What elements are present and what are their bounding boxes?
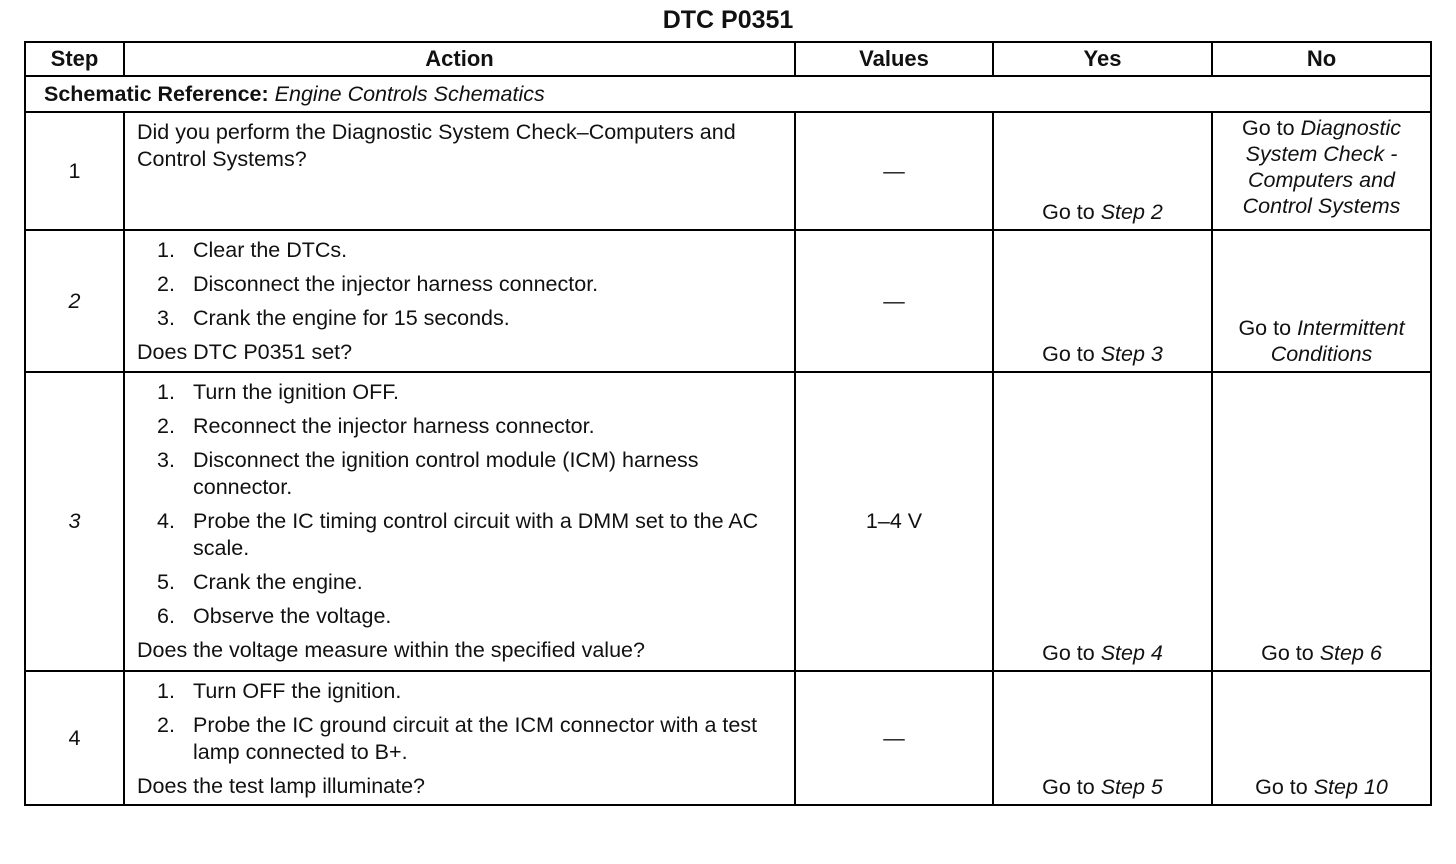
list-item: 4. Probe the IC timing control circuit with a DMM set to the AC scale. (157, 509, 759, 560)
list-item: 3. Crank the engine for 15 seconds. (157, 306, 510, 330)
list-item: 3. Disconnect the ignition control module (ICM) harness connector. (157, 448, 699, 499)
column-header-step: Step (25, 42, 124, 76)
yes-link[interactable]: Step 2 (1100, 200, 1163, 224)
no-link[interactable]: Step 6 (1319, 641, 1382, 665)
diagnostic-table (24, 41, 1432, 806)
value-cell: — (795, 230, 993, 372)
schematic-reference-label: Schematic Reference: (44, 82, 269, 106)
value-cell: — (795, 671, 993, 805)
action-cell (124, 230, 795, 372)
table-row-step-4 (25, 671, 1431, 805)
step-number: 2 (25, 230, 124, 372)
no-prefix: Go to (1242, 116, 1295, 140)
yes-cell (993, 230, 1212, 372)
action-question: Did you perform the Diagnostic System Check–Computers and Control Systems? (137, 120, 736, 171)
list-item: 2. Probe the IC ground circuit at the ICM connector with a test lamp connected to B+. (157, 713, 758, 764)
schematic-reference (25, 76, 1431, 112)
header-row (25, 42, 1431, 76)
no-link[interactable]: Step 10 (1313, 775, 1388, 799)
no-cell (1212, 372, 1431, 671)
action-steps (137, 678, 784, 766)
list-item: 6. Observe the voltage. (157, 604, 392, 628)
page-title: DTC P0351 (662, 6, 794, 34)
no-cell (1212, 112, 1431, 230)
value-cell: 1–4 V (795, 372, 993, 671)
column-header-no: No (1212, 42, 1431, 76)
column-header-yes: Yes (993, 42, 1212, 76)
yes-cell (993, 671, 1212, 805)
yes-link[interactable]: Step 5 (1100, 775, 1163, 799)
yes-prefix: Go to (1042, 641, 1095, 665)
yes-prefix: Go to (1042, 342, 1095, 366)
no-prefix: Go to (1238, 316, 1292, 340)
yes-cell (993, 372, 1212, 671)
action-cell (124, 112, 795, 230)
action-cell (124, 671, 795, 805)
action-cell (124, 372, 795, 671)
step-number: 4 (25, 671, 124, 805)
no-link[interactable]: Intermittent Conditions (1270, 316, 1405, 366)
no-cell (1212, 671, 1431, 805)
schematic-reference-row (25, 76, 1431, 112)
yes-link[interactable]: Step 3 (1100, 342, 1163, 366)
step-number: 3 (25, 372, 124, 671)
action-question: Does DTC P0351 set? (137, 340, 353, 364)
action-steps (137, 237, 784, 332)
yes-prefix: Go to (1042, 200, 1095, 224)
list-item: 2. Disconnect the injector harness connector. (157, 272, 599, 296)
no-link[interactable]: Diagnostic System Check - Computers and Control Systems (1242, 116, 1401, 218)
action-question: Does the test lamp illuminate? (137, 774, 426, 798)
value-cell: — (795, 112, 993, 230)
yes-cell (993, 112, 1212, 230)
table-row-step-3 (25, 372, 1431, 671)
schematic-reference-link[interactable]: Engine Controls Schematics (274, 82, 545, 106)
no-cell (1212, 230, 1431, 372)
step-number: 1 (25, 112, 124, 230)
list-item: 5. Crank the engine. (157, 570, 363, 594)
list-item: 1. Clear the DTCs. (157, 238, 348, 262)
yes-link[interactable]: Step 4 (1100, 641, 1163, 665)
column-header-values: Values (795, 42, 993, 76)
column-header-action: Action (124, 42, 795, 76)
table-row-step-2 (25, 230, 1431, 372)
action-question: Does the voltage measure within the specified value? (137, 638, 645, 662)
table-row-step-1 (25, 112, 1431, 230)
list-item: 1. Turn the ignition OFF. (157, 380, 399, 404)
list-item: 1. Turn OFF the ignition. (157, 679, 402, 703)
yes-prefix: Go to (1042, 775, 1095, 799)
no-prefix: Go to (1261, 641, 1314, 665)
list-item: 2. Reconnect the injector harness connector. (157, 414, 595, 438)
no-prefix: Go to (1255, 775, 1308, 799)
action-steps (137, 379, 784, 630)
